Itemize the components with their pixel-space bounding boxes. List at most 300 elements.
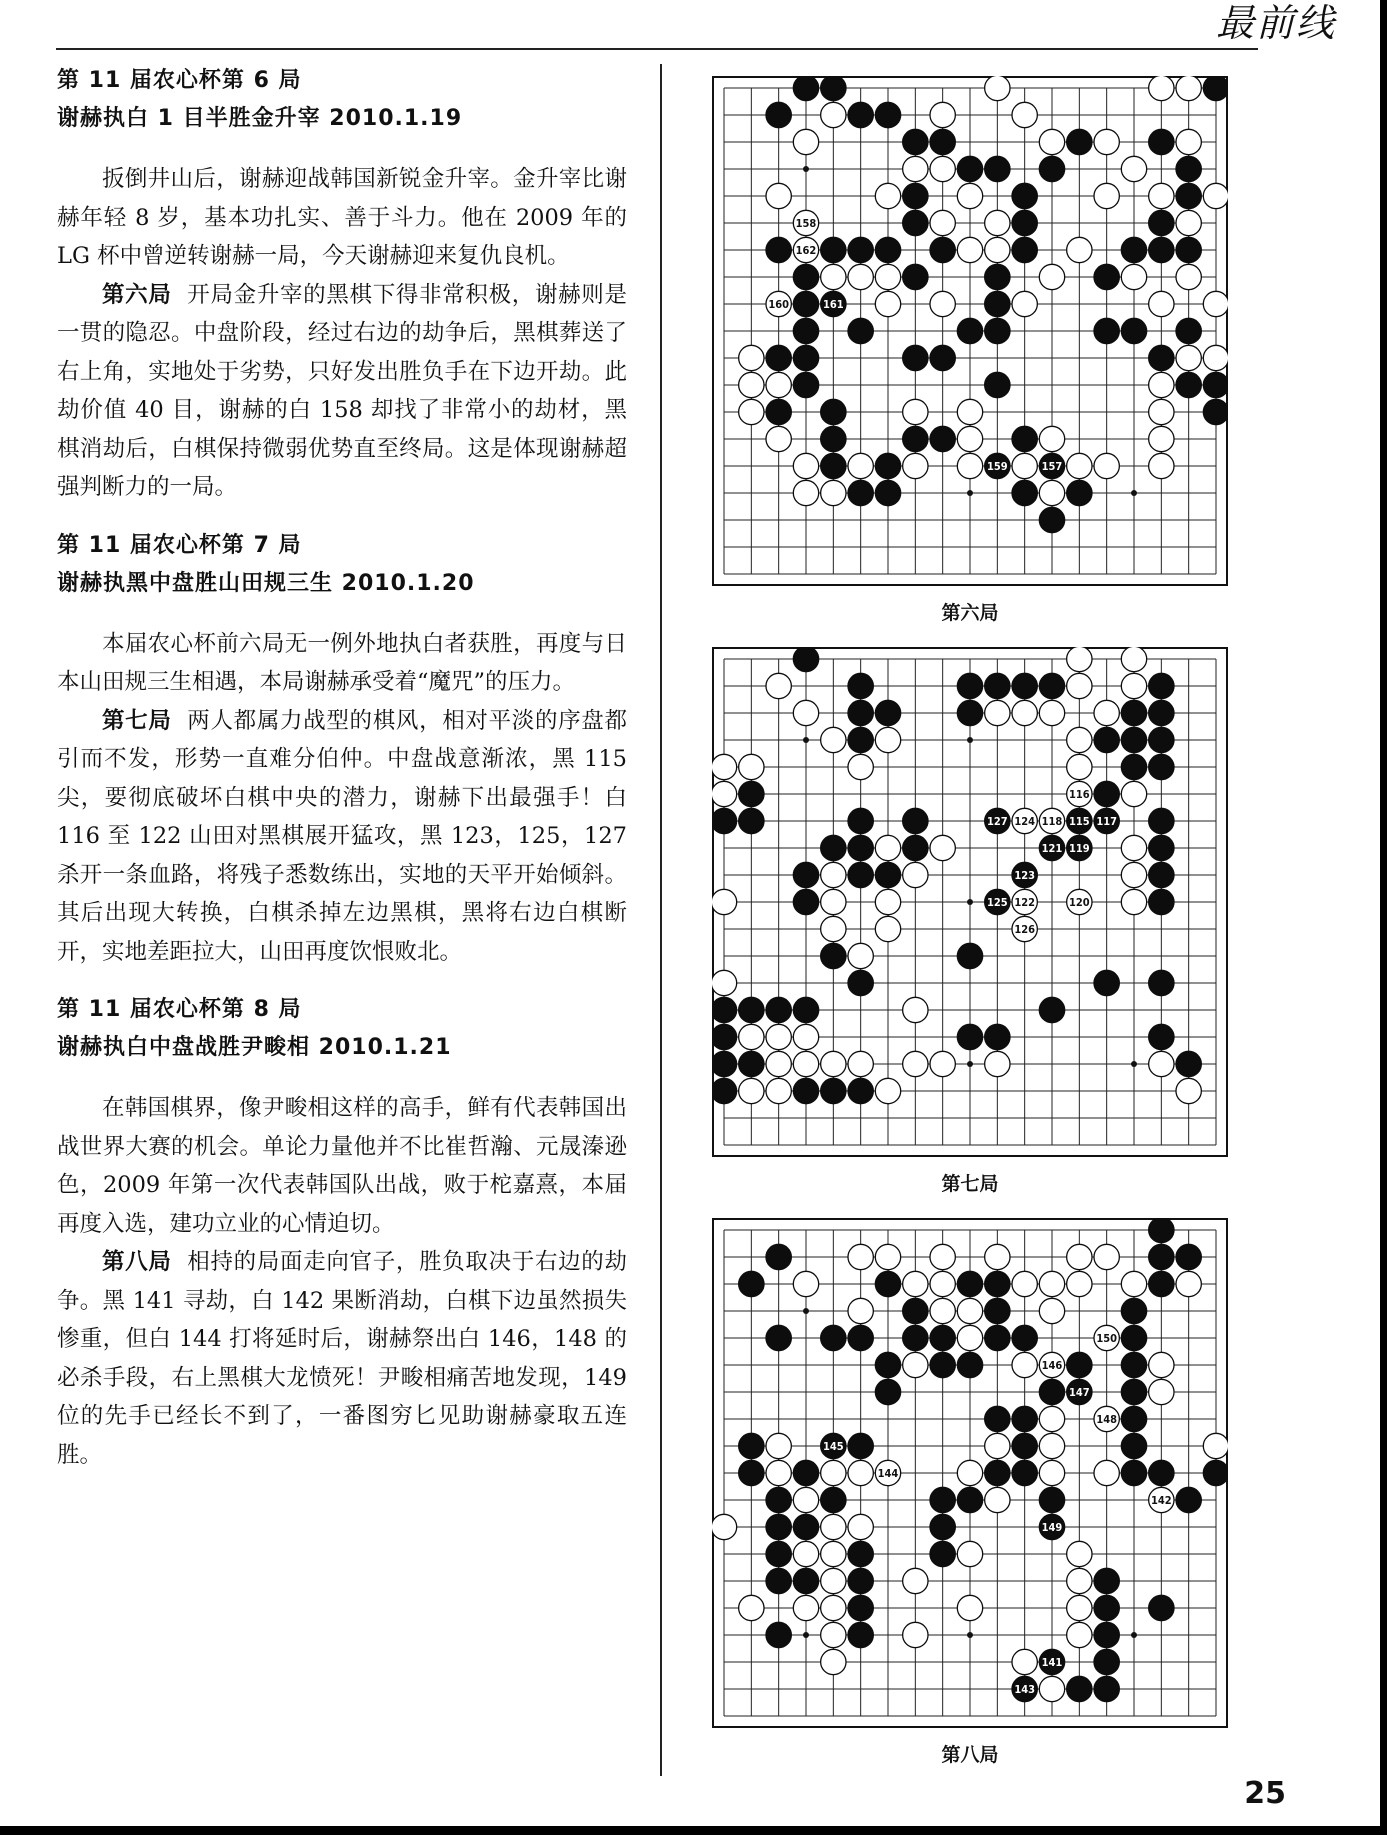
white-stone <box>1012 808 1037 833</box>
move-number-label: 144 <box>877 1467 899 1480</box>
black-stone <box>766 345 791 370</box>
white-stone <box>821 889 846 914</box>
white-stone <box>957 1460 982 1485</box>
black-stone <box>875 237 900 262</box>
white-stone <box>930 156 955 181</box>
white-stone <box>821 1649 846 1674</box>
black-stone <box>875 862 900 887</box>
white-stone <box>1176 129 1201 154</box>
white-stone <box>766 1024 791 1049</box>
star-point <box>1131 490 1137 496</box>
black-stone <box>957 318 982 343</box>
white-stone <box>739 1078 764 1103</box>
white-stone <box>1067 673 1092 698</box>
white-stone <box>766 673 791 698</box>
move-number-label: 149 <box>1041 1521 1063 1534</box>
black-stone <box>1067 835 1092 860</box>
black-stone <box>1094 970 1119 995</box>
white-stone <box>1067 647 1092 672</box>
white-stone <box>985 76 1010 101</box>
black-stone <box>903 808 928 833</box>
white-stone <box>1094 1244 1119 1269</box>
move-number-label: 148 <box>1096 1413 1118 1426</box>
black-stone <box>875 700 900 725</box>
white-stone <box>1067 453 1092 478</box>
game-6-title-line1: 第 11 届农心杯第 6 局 <box>57 68 302 93</box>
black-stone <box>1149 129 1174 154</box>
black-stone <box>766 1244 791 1269</box>
white-stone <box>848 1514 873 1539</box>
black-stone <box>766 1325 791 1350</box>
white-stone <box>712 970 737 995</box>
white-stone <box>1121 156 1146 181</box>
black-stone <box>1149 1271 1174 1296</box>
white-stone <box>1149 426 1174 451</box>
white-stone <box>1149 291 1174 316</box>
white-stone <box>1039 808 1064 833</box>
black-stone <box>875 1271 900 1296</box>
black-stone <box>1067 480 1092 505</box>
black-stone <box>930 345 955 370</box>
move-number-label: 146 <box>1041 1359 1063 1372</box>
black-stone <box>1067 1379 1092 1404</box>
move-number-label: 143 <box>1014 1683 1036 1696</box>
white-stone <box>793 1271 818 1296</box>
move-number-label: 127 <box>986 815 1008 828</box>
white-stone <box>875 916 900 941</box>
game-8-title-line1: 第 11 届农心杯第 8 局 <box>57 997 302 1022</box>
black-stone <box>1176 372 1201 397</box>
white-stone <box>1039 1460 1064 1485</box>
white-stone <box>1121 889 1146 914</box>
white-stone <box>1094 700 1119 725</box>
white-stone <box>930 1051 955 1076</box>
white-stone <box>1094 453 1119 478</box>
white-stone <box>1176 210 1201 235</box>
game-6-article <box>57 62 627 507</box>
black-stone <box>739 1051 764 1076</box>
black-stone <box>1149 835 1174 860</box>
black-stone <box>1176 1487 1201 1512</box>
black-stone <box>1121 1460 1146 1485</box>
black-stone <box>1094 318 1119 343</box>
black-stone <box>957 1352 982 1377</box>
white-stone <box>1012 1352 1037 1377</box>
white-stone <box>1121 781 1146 806</box>
black-stone <box>985 453 1010 478</box>
black-stone <box>1039 1379 1064 1404</box>
white-stone <box>1121 835 1146 860</box>
white-stone <box>793 237 818 262</box>
white-stone <box>739 345 764 370</box>
white-stone <box>1067 237 1092 262</box>
white-stone <box>1149 372 1174 397</box>
black-stone <box>1149 862 1174 887</box>
black-stone <box>985 1024 1010 1049</box>
star-point <box>803 1632 809 1638</box>
white-stone <box>903 1271 928 1296</box>
white-stone <box>793 1024 818 1049</box>
black-stone <box>903 426 928 451</box>
black-stone <box>1067 1676 1092 1701</box>
board-figure-game-7 <box>712 647 1228 1196</box>
game-7-title-line1: 第 11 届农心杯第 7 局 <box>57 532 302 558</box>
white-stone <box>930 1298 955 1323</box>
game-7-lead: 第七局 <box>102 707 172 734</box>
white-stone <box>957 399 982 424</box>
black-stone <box>766 997 791 1022</box>
page-number: 25 <box>1244 1776 1286 1811</box>
black-stone <box>766 102 791 127</box>
star-point <box>803 1308 809 1314</box>
black-stone <box>848 1595 873 1620</box>
black-stone <box>1149 673 1174 698</box>
black-stone <box>793 862 818 887</box>
white-stone <box>903 453 928 478</box>
black-stone <box>1094 1676 1119 1701</box>
white-stone <box>985 700 1010 725</box>
black-stone <box>766 1541 791 1566</box>
white-stone <box>821 1051 846 1076</box>
white-stone <box>1012 102 1037 127</box>
black-stone <box>1094 808 1119 833</box>
black-stone <box>985 1325 1010 1350</box>
black-stone <box>1149 1218 1174 1243</box>
move-number-label: 147 <box>1068 1386 1090 1399</box>
star-point <box>967 490 973 496</box>
black-stone <box>903 345 928 370</box>
black-stone <box>1094 1622 1119 1647</box>
white-stone <box>793 210 818 235</box>
white-stone <box>1094 183 1119 208</box>
white-stone <box>712 1514 737 1539</box>
white-stone <box>821 1514 846 1539</box>
game-7-title-line2: 谢赫执黑中盘胜山田规三生 2010.1.20 <box>57 570 475 596</box>
black-stone <box>712 1078 737 1103</box>
black-stone <box>793 264 818 289</box>
black-stone <box>985 1271 1010 1296</box>
black-stone <box>793 345 818 370</box>
star-point <box>967 1632 973 1638</box>
black-stone <box>821 291 846 316</box>
move-number-label: 161 <box>822 298 844 311</box>
white-stone <box>957 426 982 451</box>
black-stone <box>793 76 818 101</box>
black-stone <box>1203 399 1228 424</box>
black-stone <box>848 480 873 505</box>
black-stone <box>1012 1460 1037 1485</box>
move-number-label: 121 <box>1041 842 1063 855</box>
black-stone <box>985 318 1010 343</box>
black-stone <box>848 237 873 262</box>
white-stone <box>957 183 982 208</box>
black-stone <box>1121 754 1146 779</box>
white-stone <box>875 727 900 752</box>
white-stone <box>1039 129 1064 154</box>
black-stone <box>821 76 846 101</box>
header-rule <box>56 48 1258 50</box>
white-stone <box>1094 1406 1119 1431</box>
black-stone <box>848 1078 873 1103</box>
black-stone <box>1039 997 1064 1022</box>
game-8-intro: 在韩国棋界，像尹畯相这样的高手，鲜有代表韩国出战世界大赛的机会。单论力量他并不比崔哲瀚、元晟溱逊色，2009 年第一次代表韩国队出战，败于柁嘉熹，本届再度入选，建功立业的心情迫切。 <box>57 1095 627 1237</box>
black-stone <box>930 129 955 154</box>
black-stone <box>1039 507 1064 532</box>
game-7-body-para <box>57 702 627 972</box>
white-stone <box>1149 1487 1174 1512</box>
star-point <box>803 737 809 743</box>
game-8-title-line2: 谢赫执白中盘战胜尹畯相 2010.1.21 <box>57 1035 452 1060</box>
black-stone <box>848 1568 873 1593</box>
white-stone <box>903 1051 928 1076</box>
white-stone <box>848 1244 873 1269</box>
black-stone <box>1039 453 1064 478</box>
game-6-lead: 第六局 <box>102 281 172 308</box>
black-stone <box>1149 237 1174 262</box>
move-number-label: 141 <box>1041 1656 1063 1669</box>
black-stone <box>739 808 764 833</box>
white-stone <box>985 1487 1010 1512</box>
white-stone <box>1149 1352 1174 1377</box>
white-stone <box>875 264 900 289</box>
white-stone <box>957 1541 982 1566</box>
black-stone <box>712 1024 737 1049</box>
black-stone <box>821 835 846 860</box>
black-stone <box>848 1433 873 1458</box>
black-stone <box>1149 1595 1174 1620</box>
white-stone <box>930 291 955 316</box>
black-stone <box>821 1078 846 1103</box>
white-stone <box>875 183 900 208</box>
white-stone <box>1094 129 1119 154</box>
black-stone <box>821 943 846 968</box>
white-stone <box>793 129 818 154</box>
black-stone <box>985 1406 1010 1431</box>
white-stone <box>903 156 928 181</box>
white-stone <box>739 1024 764 1049</box>
white-stone <box>793 1487 818 1512</box>
white-stone <box>875 1078 900 1103</box>
white-stone <box>1149 399 1174 424</box>
move-number-label: 150 <box>1096 1332 1118 1345</box>
black-stone <box>793 1514 818 1539</box>
black-stone <box>985 156 1010 181</box>
white-stone <box>848 943 873 968</box>
white-stone <box>1039 426 1064 451</box>
white-stone <box>848 1051 873 1076</box>
black-stone <box>848 102 873 127</box>
black-stone <box>1121 727 1146 752</box>
black-stone <box>793 372 818 397</box>
black-stone <box>1121 1406 1146 1431</box>
black-stone <box>1094 727 1119 752</box>
board-caption-game-6: 第六局 <box>941 602 999 624</box>
white-stone <box>1094 1460 1119 1485</box>
white-stone <box>766 1051 791 1076</box>
move-number-label: 157 <box>1041 460 1063 473</box>
black-stone <box>793 1078 818 1103</box>
black-stone <box>1039 1487 1064 1512</box>
white-stone <box>903 1352 928 1377</box>
board-figure-game-8 <box>712 1218 1228 1767</box>
black-stone <box>793 647 818 672</box>
white-stone <box>1149 1051 1174 1076</box>
black-stone <box>821 1325 846 1350</box>
running-head: 最前线 <box>1215 1 1336 45</box>
black-stone <box>712 808 737 833</box>
black-stone <box>1039 673 1064 698</box>
black-stone <box>739 1460 764 1485</box>
white-stone <box>1176 1078 1201 1103</box>
black-stone <box>875 1352 900 1377</box>
black-stone <box>1149 1460 1174 1485</box>
white-stone <box>1176 264 1201 289</box>
black-stone <box>985 1298 1010 1323</box>
black-stone <box>1012 862 1037 887</box>
black-stone <box>985 291 1010 316</box>
move-number-label: 118 <box>1041 815 1063 828</box>
black-stone <box>1149 970 1174 995</box>
white-stone <box>957 1595 982 1620</box>
white-stone <box>1039 700 1064 725</box>
game-6-intro: 扳倒井山后，谢赫迎战韩国新锐金升宰。金升宰比谢赫年轻 8 岁，基本功扎实、善于斗力。他在 2009 年的 LG 杯中曾逆转谢赫一局，今天谢赫迎来复仇良机。 <box>57 166 627 269</box>
white-stone <box>985 210 1010 235</box>
white-stone <box>1067 781 1092 806</box>
black-stone <box>1149 754 1174 779</box>
white-stone <box>793 1541 818 1566</box>
black-stone <box>793 1460 818 1485</box>
black-stone <box>930 1541 955 1566</box>
black-stone <box>957 673 982 698</box>
black-stone <box>1149 210 1174 235</box>
white-stone <box>1012 700 1037 725</box>
black-stone <box>1121 318 1146 343</box>
white-stone <box>1039 1352 1064 1377</box>
white-stone <box>712 781 737 806</box>
white-stone <box>766 291 791 316</box>
article-column <box>57 62 627 1494</box>
white-stone <box>957 453 982 478</box>
white-stone <box>875 889 900 914</box>
move-number-label: 160 <box>768 298 790 311</box>
black-stone <box>1176 1244 1201 1269</box>
white-stone <box>1149 453 1174 478</box>
black-stone <box>903 1298 928 1323</box>
white-stone <box>903 1622 928 1647</box>
black-stone <box>1121 1379 1146 1404</box>
black-stone <box>1012 673 1037 698</box>
column-divider <box>660 64 662 1776</box>
black-stone <box>903 183 928 208</box>
white-stone <box>875 1244 900 1269</box>
white-stone <box>1203 183 1228 208</box>
board-caption-game-8: 第八局 <box>941 1744 999 1766</box>
move-number-label: 120 <box>1068 896 1090 909</box>
white-stone <box>985 1433 1010 1458</box>
black-stone <box>1149 345 1174 370</box>
go-board-game-7 <box>712 647 1228 1157</box>
move-number-label: 119 <box>1068 842 1090 855</box>
black-stone <box>1149 727 1174 752</box>
white-stone <box>1121 264 1146 289</box>
white-stone <box>1012 1271 1037 1296</box>
white-stone <box>957 1298 982 1323</box>
move-number-label: 126 <box>1014 923 1036 936</box>
black-stone <box>1203 1460 1228 1485</box>
black-stone <box>930 1352 955 1377</box>
black-stone <box>821 426 846 451</box>
star-point <box>967 899 973 905</box>
white-stone <box>930 1271 955 1296</box>
black-stone <box>1121 1433 1146 1458</box>
star-point <box>803 166 809 172</box>
white-stone <box>821 1568 846 1593</box>
black-stone <box>821 399 846 424</box>
black-stone <box>793 997 818 1022</box>
black-stone <box>848 1622 873 1647</box>
black-stone <box>1039 1514 1064 1539</box>
black-stone <box>1149 1024 1174 1049</box>
black-stone <box>1012 1406 1037 1431</box>
white-stone <box>1176 345 1201 370</box>
white-stone <box>821 1622 846 1647</box>
black-stone <box>766 1568 791 1593</box>
game-7-article <box>57 527 627 972</box>
white-stone <box>848 754 873 779</box>
black-stone <box>1067 808 1092 833</box>
black-stone <box>848 1541 873 1566</box>
black-stone <box>821 1487 846 1512</box>
white-stone <box>793 453 818 478</box>
black-stone <box>793 291 818 316</box>
black-stone <box>985 264 1010 289</box>
black-stone <box>1012 183 1037 208</box>
white-stone <box>1039 1406 1064 1431</box>
white-stone <box>1067 727 1092 752</box>
black-stone <box>903 1325 928 1350</box>
white-stone <box>848 453 873 478</box>
black-stone <box>1094 264 1119 289</box>
move-number-label: 116 <box>1068 788 1090 801</box>
white-stone <box>821 1541 846 1566</box>
white-stone <box>1012 453 1037 478</box>
white-stone <box>766 426 791 451</box>
black-stone <box>848 700 873 725</box>
white-stone <box>1149 1379 1174 1404</box>
black-stone <box>903 210 928 235</box>
black-stone <box>930 1487 955 1512</box>
white-stone <box>793 1051 818 1076</box>
black-stone <box>793 889 818 914</box>
game-6-title-line2: 谢赫执白 1 目半胜金升宰 2010.1.19 <box>57 106 463 131</box>
white-stone <box>1203 345 1228 370</box>
game-8-lead: 第八局 <box>102 1249 172 1275</box>
white-stone <box>766 1460 791 1485</box>
board-caption-game-7: 第七局 <box>941 1173 999 1195</box>
white-stone <box>1067 1271 1092 1296</box>
black-stone <box>930 426 955 451</box>
white-stone <box>875 291 900 316</box>
black-stone <box>985 889 1010 914</box>
white-stone <box>1149 76 1174 101</box>
black-stone <box>766 399 791 424</box>
white-stone <box>1012 291 1037 316</box>
move-number-label: 115 <box>1068 815 1090 828</box>
move-number-label: 123 <box>1014 869 1036 882</box>
game-7-body: 两人都属力战型的棋风，相对平淡的序盘都引而不发，形势一直难分伯仲。中盘战意渐浓，黑 115 尖，要彻底破坏白棋中央的潜力，谢赫下出最强手！白 116 至 122 山田对黑棋展开猛攻，黑 123，125，127 杀开一条血路，将残子悉数练出，实地的天平开始倾斜。其后出现大转换，白棋杀掉左边黑棋，黑将右边白棋断开，实地差距拉大，山田再度饮恨败北。 <box>57 707 627 965</box>
white-stone <box>930 835 955 860</box>
white-stone <box>766 372 791 397</box>
